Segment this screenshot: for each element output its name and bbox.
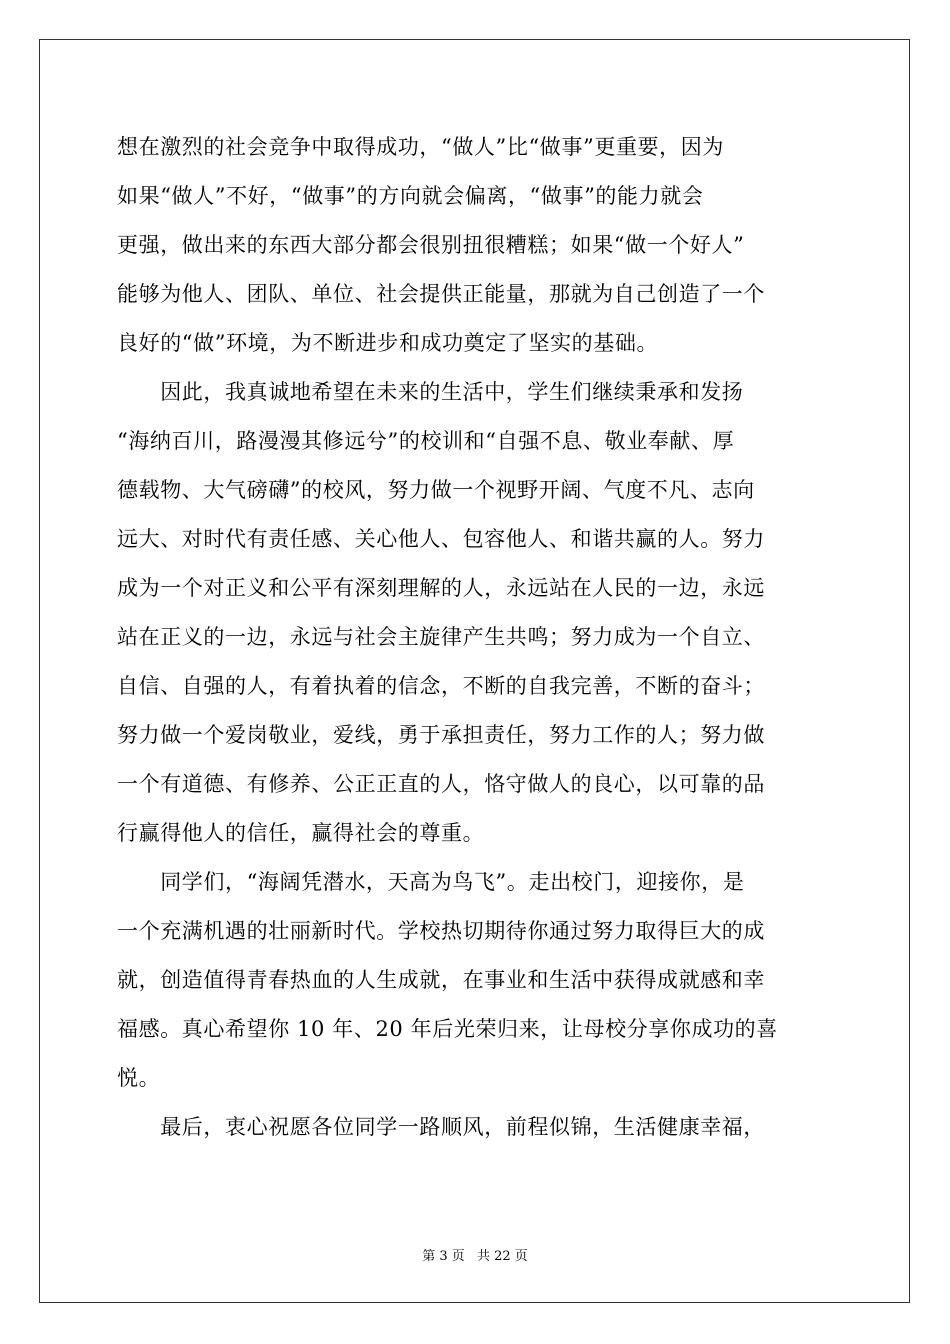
text-line: 最后，衷心祝愿各位同学一路顺风，前程似锦，生活健康幸福， [117,1115,765,1139]
page-total-label: 共 22 页 [476,1249,528,1264]
text-line: 就，创造值得青春热血的人生成就，在事业和生活中获得成就感和幸 [117,968,765,992]
text-line: 远大、对时代有责任感、关心他人、包容他人、和谐共赢的人。努力 [117,527,765,551]
text-line: 同学们，“海阔凭潜水，天高为鸟飞”。走出校门，迎接你，是 [117,870,745,894]
text-line: 能够为他人、团队、单位、社会提供正能量，那就为自己创造了一个 [117,282,765,306]
text-line: 想在激烈的社会竞争中取得成功，“做人”比“做事”更重要，因为 [117,135,724,159]
text-line: 更强，做出来的东西大部分都会很别扭很糟糕；如果“做一个好人” [117,233,745,257]
page-number-label: 第 3 页 [422,1249,465,1264]
text-line: 自信、自强的人，有着执着的信念，不断的自我完善，不断的奋斗； [117,674,765,698]
page-footer [0,1245,950,1264]
document-body [117,123,837,1152]
text-line: 悦。 [117,1066,161,1090]
text-line: 一个有道德、有修养、公正正直的人，恪守做人的良心，以可靠的品 [117,772,765,796]
text-line: “海纳百川，路漫漫其修远兮”的校训和“自强不息、敬业奉献、厚 [117,429,735,453]
text-line: 德载物、大气磅礴”的校风，努力做一个视野开阔、气度不凡、志向 [117,478,755,502]
text-line: 福感。真心希望你 10 年、20 年后光荣归来，让母校分享你成功的喜 [117,1017,778,1041]
text-line: 一个充满机遇的壮丽新时代。学校热切期待你通过努力取得巨大的成 [117,919,765,943]
text-line: 成为一个对正义和公平有深刻理解的人，永远站在人民的一边，永远 [117,576,765,600]
text-line: 因此，我真诚地希望在未来的生活中，学生们继续秉承和发扬 [117,380,744,404]
text-line: 良好的“做”环境，为不断进步和成功奠定了坚实的基础。 [117,331,659,355]
text-line: 努力做一个爱岗敬业，爱线，勇于承担责任，努力工作的人；努力做 [117,723,765,747]
text-line: 行赢得他人的信任，赢得社会的尊重。 [117,821,485,845]
text-line: 如果“做人”不好，“做事”的方向就会偏离，“做事”的能力就会 [117,184,704,208]
text-line: 站在正义的一边，永远与社会主旋律产生共鸣；努力成为一个自立、 [117,625,765,649]
